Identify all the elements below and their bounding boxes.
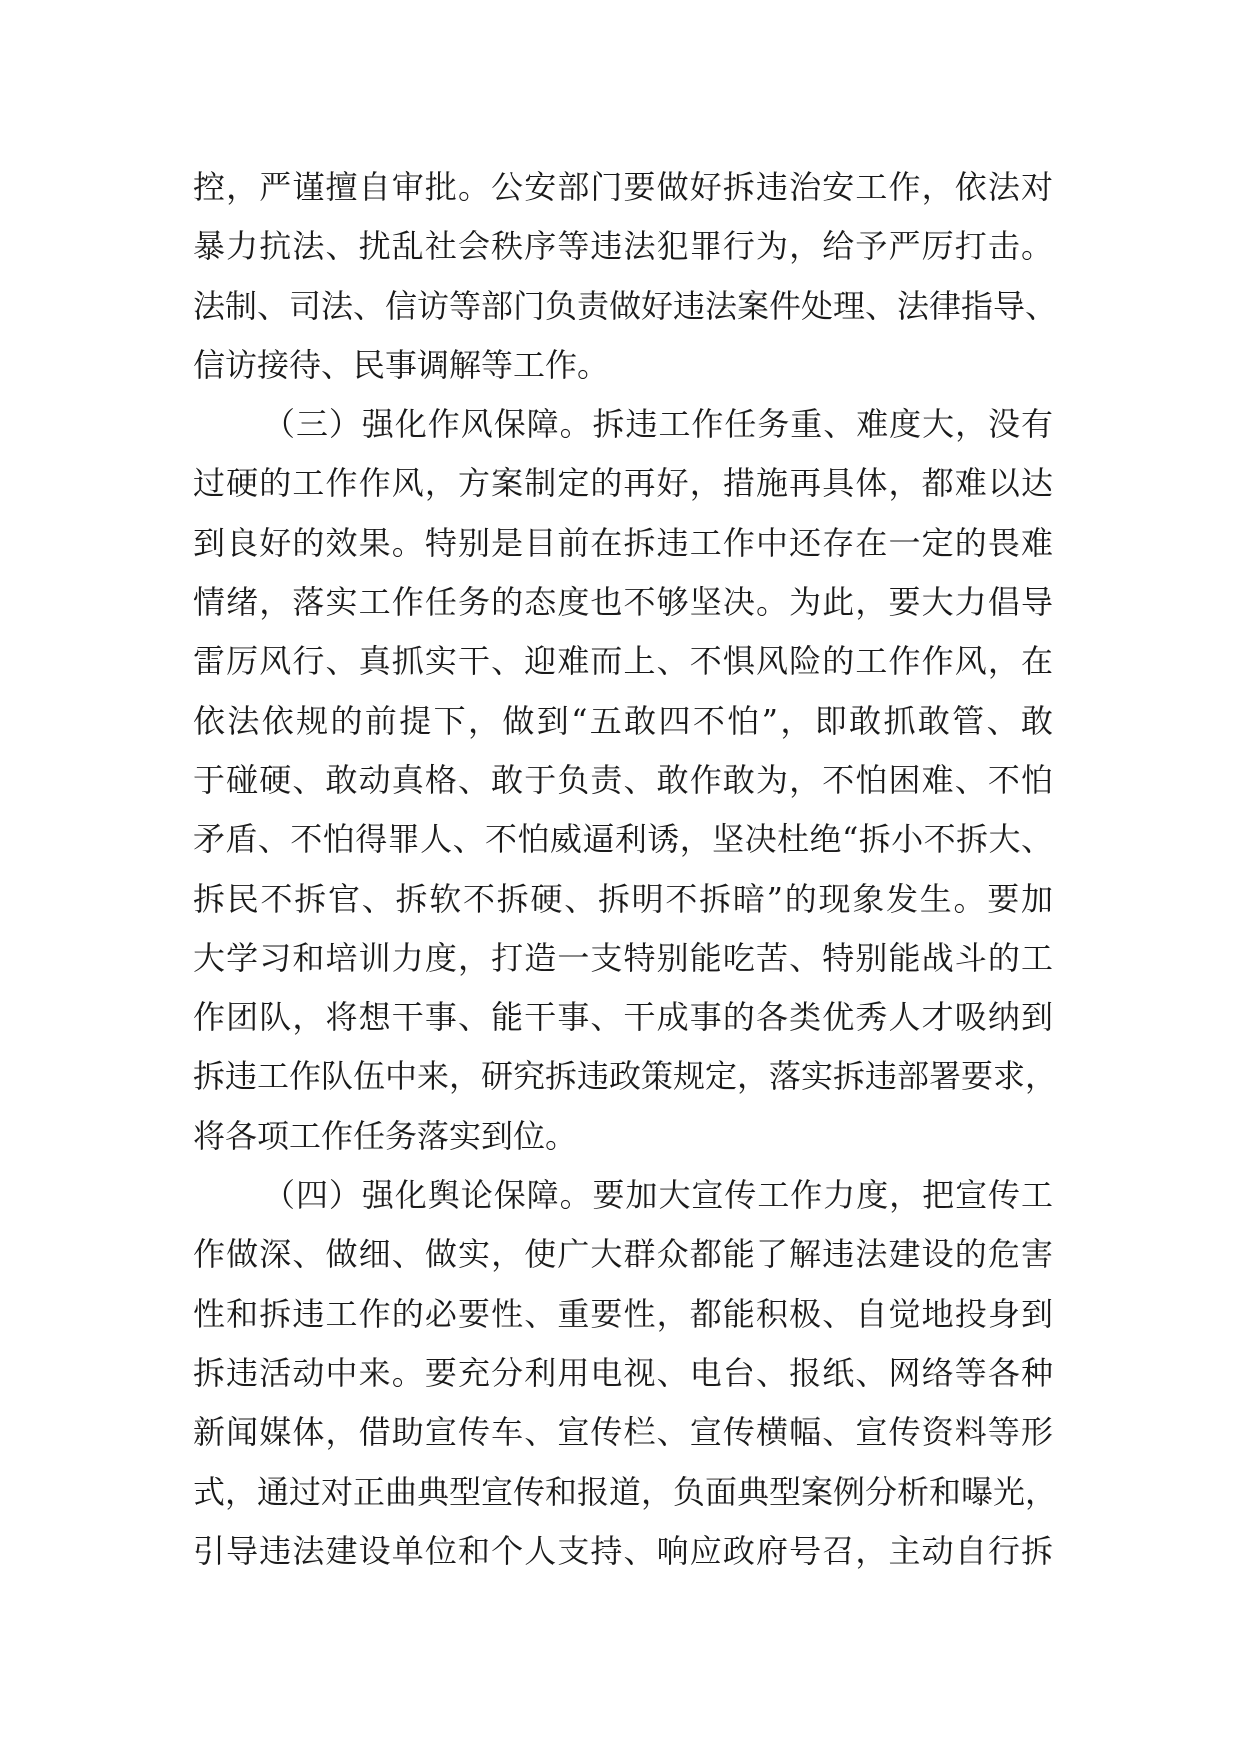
- text-line: 拆违工作队伍中来，研究拆违政策规定，落实拆违部署要求，: [193, 1057, 1058, 1096]
- paragraph-heading-line: （四）强化舆论保障。要加大宣传工作力度，把宣传工: [263, 1176, 1053, 1215]
- text-line: 雷厉风行、真抓实干、迎难而上、不惧风险的工作作风，在: [193, 642, 1053, 681]
- body-text: [193, 158, 1058, 1581]
- text-line: 到良好的效果。特别是目前在拆违工作中还存在一定的畏难: [193, 523, 1053, 562]
- text-line: 情绪，落实工作任务的态度也不够坚决。为此，要大力倡导: [193, 583, 1053, 622]
- text-line: 拆民不拆官、拆软不拆硬、拆明不拆暗”的现象发生。要加: [193, 879, 1053, 918]
- text-line: 法制、司法、信访等部门负责做好违法案件处理、法律指导、: [193, 286, 1058, 325]
- text-line: 控，严谨擅自审批。公安部门要做好拆违治安工作，依法对: [193, 168, 1053, 206]
- text-line: 依法依规的前提下，做到“五敢四不怕”，即敢抓敢管、敢: [193, 701, 1053, 740]
- text-line: 暴力抗法、扰乱社会秩序等违法犯罪行为，给予严厉打击。: [193, 227, 1053, 266]
- text-line: 作团队，将想干事、能干事、干成事的各类优秀人才吸纳到: [193, 998, 1053, 1037]
- text-line: 将各项工作任务落实到位。: [193, 1116, 578, 1155]
- text-line: 作做深、做细、做实，使广大群众都能了解违法建设的危害: [193, 1235, 1053, 1274]
- text-line: 拆违活动中来。要充分利用电视、电台、报纸、网络等各种: [193, 1353, 1053, 1392]
- paragraph-heading-line: （三）强化作风保障。拆违工作任务重、难度大，没有: [263, 405, 1053, 444]
- text-line: 信访接待、民事调解等工作。: [193, 345, 610, 384]
- text-line: 式，通过对正曲典型宣传和报道，负面典型案例分析和曝光，: [193, 1472, 1058, 1511]
- text-line: 引导违法建设单位和个人支持、响应政府号召，主动自行拆: [193, 1531, 1053, 1570]
- text-line: 新闻媒体，借助宣传车、宣传栏、宣传横幅、宣传资料等形: [193, 1413, 1053, 1452]
- text-line: 性和拆违工作的必要性、重要性，都能积极、自觉地投身到: [193, 1294, 1053, 1333]
- text-line: 大学习和培训力度，打造一支特别能吃苦、特别能战斗的工: [193, 938, 1053, 977]
- text-line: 过硬的工作作风，方案制定的再好，措施再具体，都难以达: [193, 464, 1053, 503]
- text-line: 矛盾、不怕得罪人、不怕威逼利诱，坚决杜绝“拆小不拆大、: [193, 820, 1053, 859]
- text-line: 于碰硬、敢动真格、敢于负责、敢作敢为，不怕困难、不怕: [193, 760, 1053, 799]
